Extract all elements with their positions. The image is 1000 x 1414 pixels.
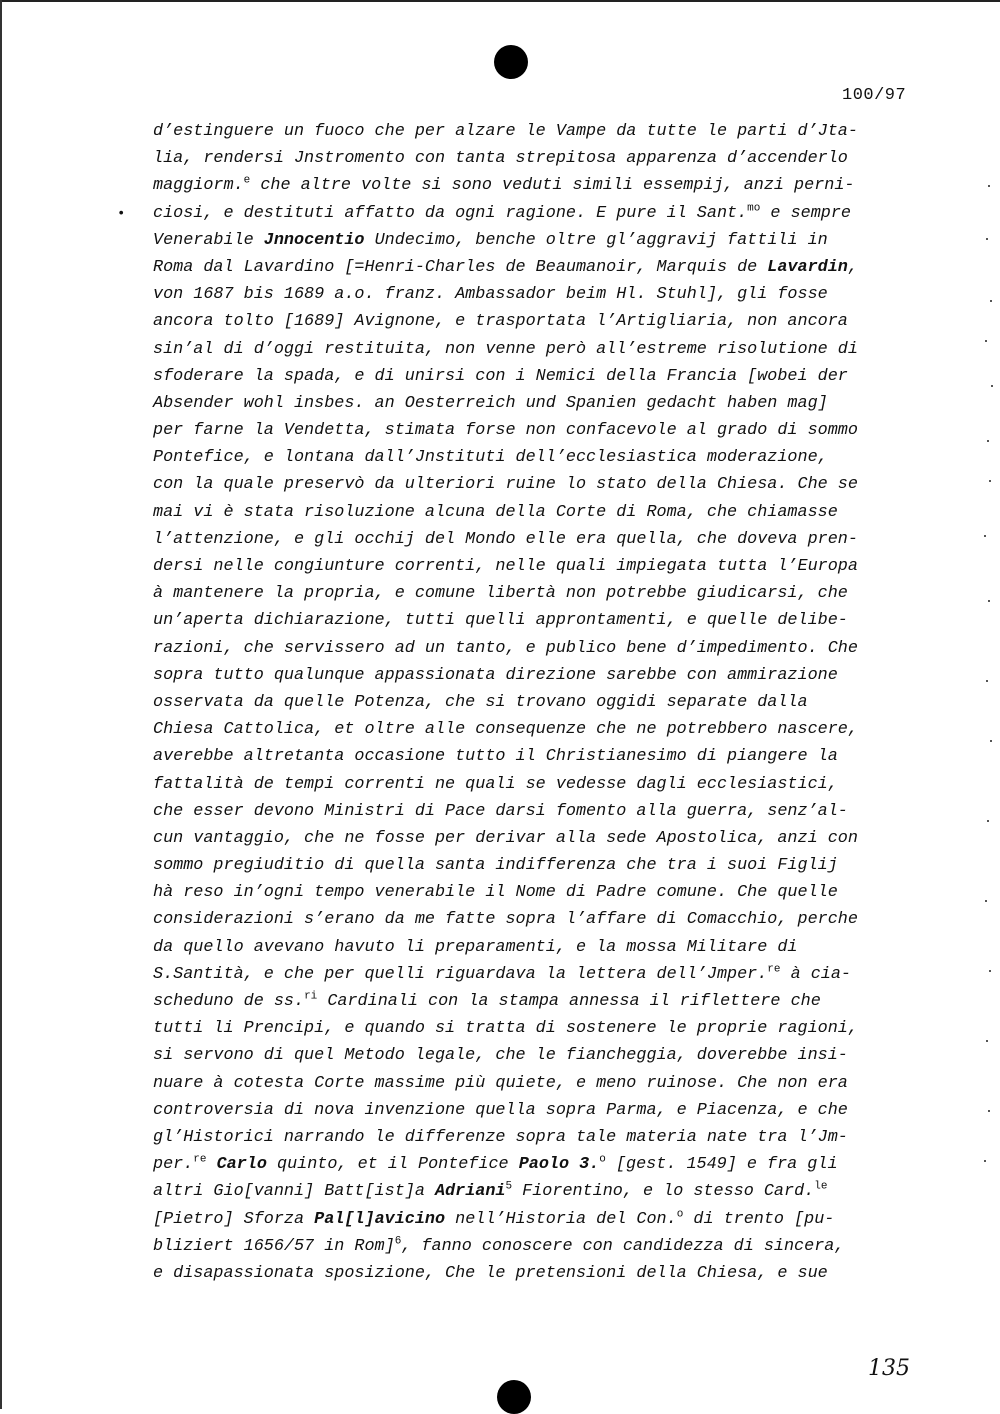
text-run: gl’Historici narrando le differenze sopra tale materia nate tra l’Jm-	[153, 1127, 848, 1147]
text-line	[153, 336, 923, 363]
text-line	[153, 145, 923, 172]
text-run: ciosi, e destituti affatto da ogni ragione. E pure il Sant.	[153, 203, 748, 223]
text-run: à mantenere la propria, e comune libertà non potrebbe giudicarsi, che	[153, 584, 848, 604]
speckle	[986, 1040, 988, 1042]
speckle	[987, 440, 989, 442]
speckle	[989, 970, 991, 972]
text-run: Venerabile	[153, 230, 264, 250]
text-run: l’attenzione, e gli occhij del Mondo elle era quella, che doveva pren-	[153, 529, 858, 549]
text-line	[153, 1124, 923, 1151]
text-run: bliziert 1656/57 in Rom]	[153, 1236, 395, 1256]
superscript: o	[676, 1207, 684, 1220]
text-line	[153, 1233, 923, 1260]
text-line	[153, 526, 923, 553]
text-line	[153, 607, 923, 634]
punch-hole-top	[494, 45, 528, 79]
page-number: 100/97	[842, 86, 907, 105]
text-run: per.	[153, 1155, 194, 1175]
text-run: che altre volte si sono veduti simili essempij, anzi perni-	[250, 176, 855, 196]
superscript: re	[193, 1153, 207, 1166]
text-run: maggiorm.	[153, 176, 244, 196]
text-line	[153, 1015, 923, 1042]
speckle	[985, 340, 987, 342]
bold-name: Pal[l]avicino	[314, 1209, 446, 1229]
text-line	[153, 798, 923, 825]
text-run: , fanno conoscere con candidezza di sincera,	[401, 1236, 845, 1256]
text-line	[153, 363, 923, 390]
speckle	[984, 1160, 986, 1162]
superscript: 5	[505, 1180, 513, 1193]
text-run	[207, 1155, 217, 1174]
text-line	[153, 961, 923, 988]
text-run: fattalità de tempi correnti ne quali se vedesse dagli ecclesiastici,	[153, 774, 838, 794]
text-line	[153, 172, 923, 199]
text-line	[153, 716, 923, 743]
text-run: Absender wohl insbes. an Oesterreich und Spanien gedacht haben mag]	[153, 393, 828, 413]
text-line	[153, 1097, 923, 1124]
text-line	[153, 988, 923, 1015]
text-run: scheduno de ss.	[153, 992, 305, 1011]
text-run: un’aperta dichiarazione, tutti quelli approntamenti, e quelle delibe-	[153, 611, 848, 631]
text-run: razioni, che servissero ad un tanto, e publico bene d’impedimento. Che	[153, 638, 858, 658]
text-run: nuare à cotesta Corte massime più quiete, e meno ruinose. Che non era	[153, 1073, 848, 1093]
text-line	[153, 1042, 923, 1069]
text-line	[153, 471, 923, 498]
text-run: Fiorentino, e lo stesso Card.	[512, 1182, 815, 1202]
text-run: sfoderare la spada, e di unirsi con i Nemici della Francia [wobei der	[153, 366, 848, 386]
text-run: per farne la Vendetta, stimata forse non confacevole al grado di sommo	[153, 421, 858, 441]
text-run: S.Santità, e che per quelli riguardava la lettera dell’Jmper.	[153, 964, 768, 984]
text-run: Undecimo, benche oltre gl’aggravij fattili in	[364, 230, 828, 250]
text-run: Cardinali con la stampa annessa il riflettere che	[317, 992, 821, 1011]
text-run: [gest. 1549] e fra gli	[605, 1155, 838, 1175]
bold-name: Lavardin	[767, 257, 848, 277]
text-run: Pontefice, e lontana dall’Jnstituti dell’ecclesiastica moderazione,	[153, 448, 828, 468]
superscript: 6	[394, 1235, 402, 1248]
folio-handwritten-number: 135	[868, 1356, 910, 1381]
speckle	[987, 820, 989, 822]
text-run: sopra tutto qualunque appassionata direzione sarebbe con ammirazione	[153, 665, 838, 685]
text-line	[153, 227, 923, 254]
speckle	[990, 740, 992, 742]
bold-name: Jnnocentio	[263, 230, 365, 250]
text-line	[153, 934, 923, 961]
speckle	[986, 680, 988, 682]
text-line	[153, 417, 923, 444]
text-run: e disapassionata sposizione, Che le pretensioni della Chiesa, e sue	[153, 1263, 828, 1283]
superscript: mo	[747, 201, 761, 214]
speckle	[988, 600, 990, 602]
text-line	[153, 308, 923, 335]
bold-name: Adriani	[434, 1182, 506, 1202]
text-run: si servono di quel Metodo legale, che le fiancheggia, doverebbe insi-	[153, 1046, 848, 1066]
text-run: nell’Historia del Con.	[445, 1209, 677, 1229]
text-run: averebbe altretanta occasione tutto il Christianesimo di piangere la	[153, 747, 838, 767]
speckle	[990, 300, 992, 302]
speckle	[986, 238, 988, 240]
margin-mark: •	[117, 206, 126, 222]
superscript: e	[243, 174, 251, 187]
text-run: von 1687 bis 1689 a.o. franz. Ambassador beim Hl. Stuhl], gli fosse	[153, 285, 828, 305]
text-run: di trento [pu-	[683, 1209, 835, 1229]
text-run: d’estinguere un fuoco che per alzare le Vampe da tutte le parti d’Jta-	[153, 122, 858, 141]
text-run: cun vantaggio, che ne fosse per derivar alla sede Apostolica, anzi con	[153, 828, 858, 848]
speckle	[984, 535, 986, 537]
text-run: considerazioni s’erano da me fatte sopra l’affare di Comacchio, perche	[153, 910, 858, 930]
text-line	[153, 825, 923, 852]
text-line	[153, 662, 923, 689]
text-line	[153, 1260, 923, 1287]
text-line	[153, 771, 923, 798]
text-line	[153, 1151, 923, 1178]
scan-border-top	[0, 0, 1000, 2]
text-run: Roma dal Lavardino [=Henri-Charles de Beaumanoir, Marquis de	[153, 257, 768, 277]
text-line	[153, 879, 923, 906]
text-run: lia, rendersi Jnstromento con tanta strepitosa apparenza d’accenderlo	[153, 149, 848, 169]
text-run: sin’al di d’oggi restituita, non venne però all’estreme risolutione di	[153, 339, 858, 359]
speckle	[985, 900, 987, 902]
text-run: osservata da quelle Potenza, che si trovano oggidi separate dalla	[153, 692, 808, 712]
speckle	[991, 385, 993, 387]
scan-border-left	[0, 0, 2, 1409]
document-body	[153, 118, 923, 1287]
text-line	[153, 444, 923, 471]
text-line	[153, 200, 923, 227]
text-run: da quello avevano havuto li preparamenti, e la mossa Militare di	[153, 937, 798, 957]
text-run: sommo pregiuditio di quella santa indifferenza che tra i suoi Figlij	[153, 856, 838, 876]
superscript: ri	[304, 990, 318, 1003]
text-line	[153, 1070, 923, 1097]
text-line	[153, 118, 923, 145]
text-run: quinto, et il Pontefice	[266, 1155, 519, 1175]
text-line	[153, 743, 923, 770]
speckle	[988, 185, 990, 187]
text-run: [Pietro] Sforza	[153, 1209, 315, 1229]
bold-name: Paolo 3.	[518, 1155, 600, 1175]
text-line	[153, 635, 923, 662]
bold-name: Carlo	[216, 1155, 267, 1175]
text-line	[153, 390, 923, 417]
text-line	[153, 1178, 923, 1205]
text-line	[153, 906, 923, 933]
text-run: con la quale preservò da ulteriori ruine lo stato della Chiesa. Che se	[153, 475, 858, 495]
text-line	[153, 689, 923, 716]
text-run: à cia-	[780, 964, 851, 984]
text-run: hà reso in’ogni tempo venerabile il Nome di Padre comune. Che quelle	[153, 883, 838, 903]
text-run: che esser devono Ministri di Pace darsi fomento alla guerra, senz’al-	[153, 801, 848, 821]
superscript: o	[599, 1153, 606, 1166]
text-line	[153, 281, 923, 308]
text-line	[153, 580, 923, 607]
text-run: altri Gio[vanni] Batt[ist]a	[153, 1182, 435, 1202]
text-line	[153, 553, 923, 580]
speckle	[989, 480, 991, 482]
speckle	[988, 1110, 990, 1112]
superscript: le	[814, 1180, 828, 1193]
text-run: mai vi è stata risoluzione alcuna della Corte di Roma, che chiamasse	[153, 502, 838, 522]
text-run: e sempre	[760, 203, 851, 223]
text-run: Chiesa Cattolica, et oltre alle consequenze che ne potrebbero nascere,	[153, 720, 858, 740]
text-run: controversia di nova invenzione quella sopra Parma, e Piacenza, e che	[153, 1100, 848, 1120]
superscript: re	[767, 963, 781, 976]
text-run: ,	[847, 257, 858, 277]
text-line	[153, 499, 923, 526]
text-run: tutti li Prencipi, e quando si tratta di sostenere le proprie ragioni,	[153, 1019, 858, 1039]
text-run: ancora tolto [1689] Avignone, e trasportata l’Artigliaria, non ancora	[153, 312, 848, 332]
text-line	[153, 1206, 923, 1233]
text-line	[153, 852, 923, 879]
text-line	[153, 254, 923, 281]
text-run: dersi nelle congiunture correnti, nelle quali impiegata tutta l’Europa	[153, 557, 858, 576]
scan-speckles	[982, 180, 996, 1180]
